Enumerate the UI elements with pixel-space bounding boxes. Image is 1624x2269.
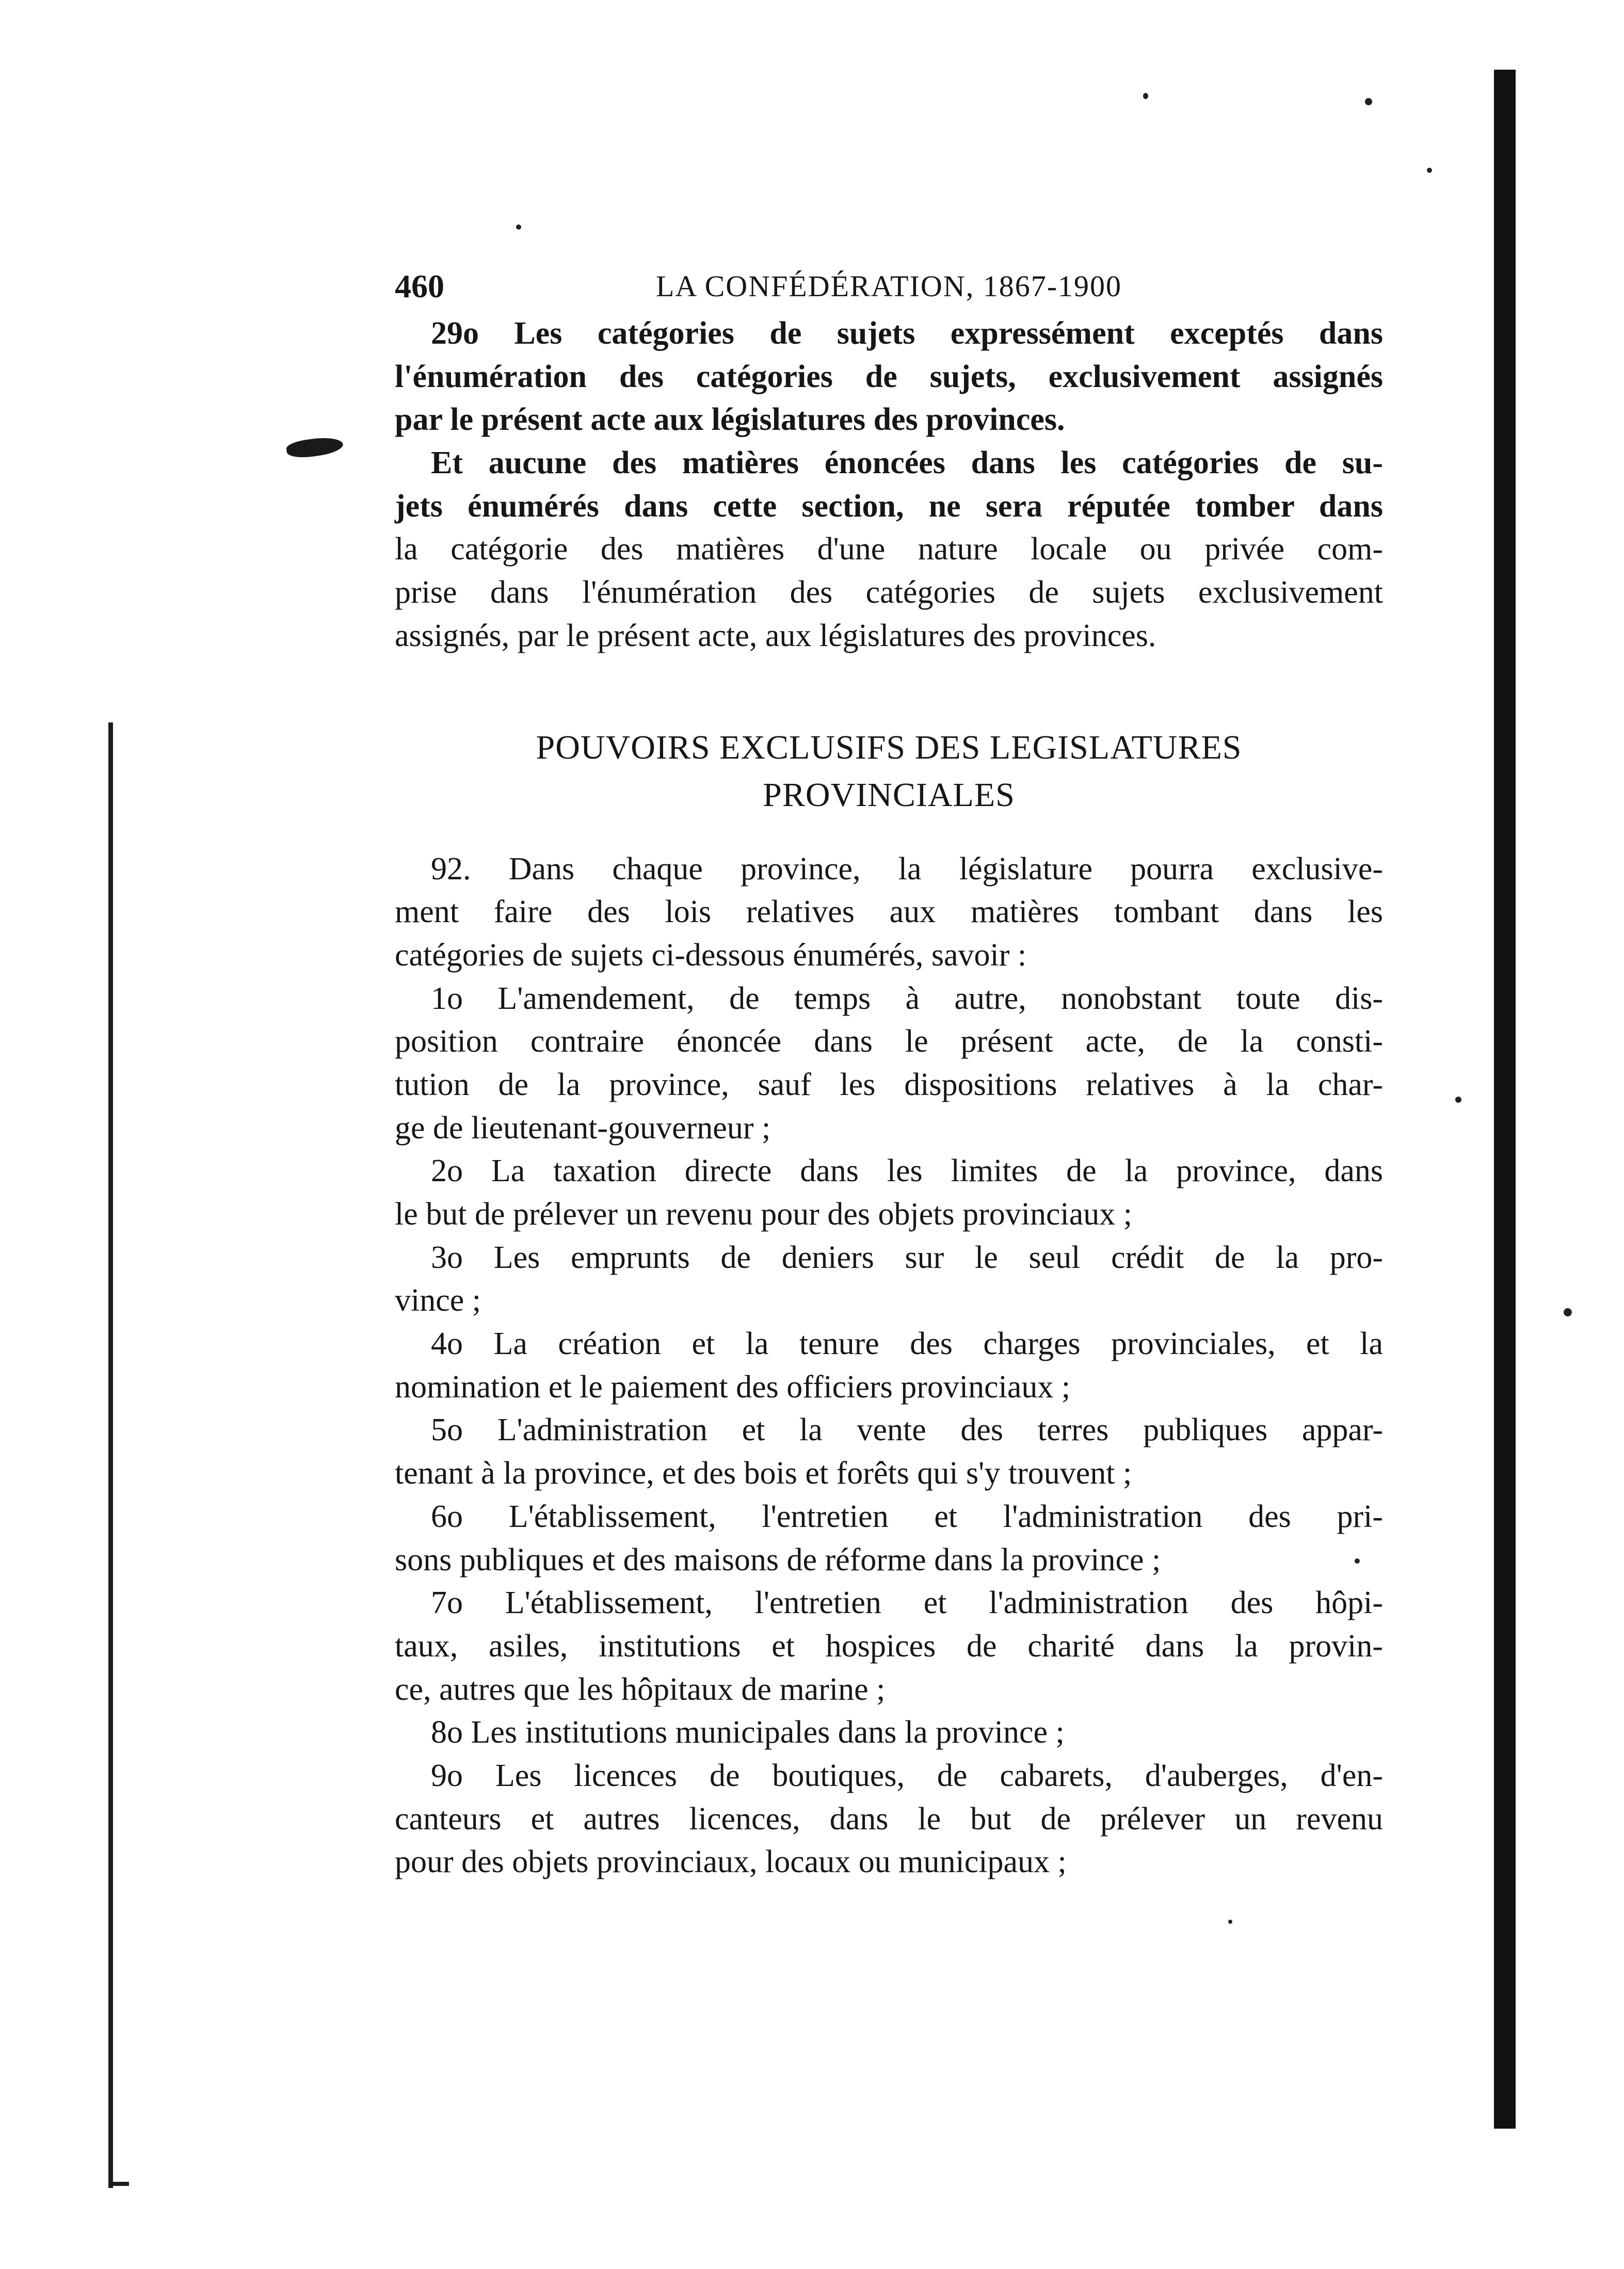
text-line: jets énumérés dans cette section, ne sera réputée tomber dans [395,488,1383,524]
section-heading [395,724,1383,819]
paragraph-29o [395,312,1383,442]
paragraph-closing [395,442,1383,657]
paragraph-92 [395,848,1383,977]
text-line: position contraire énoncée dans le présent acte, de la consti- [395,1024,1383,1059]
text-line: 6o L'établissement, l'entretien et l'administration des pri- [431,1499,1383,1534]
text-line: tution de la province, sauf les dispositions relatives à la char- [395,1067,1383,1102]
text-line: vince ; [395,1283,481,1318]
section-heading-line: POUVOIRS EXCLUSIFS DES LEGISLATURES [536,728,1242,766]
scan-speck [1427,168,1432,173]
running-title: LA CONFÉDÉRATION, 1867-1900 [655,269,1122,303]
text-line: 1o L'amendement, de temps à autre, nonobstant toute dis- [431,980,1383,1016]
item-9o [395,1755,1383,1884]
text-line: ge de lieutenant-gouverneur ; [395,1110,771,1146]
text-line: pour des objets provinciaux, locaux ou municipaux ; [395,1844,1067,1880]
item-5o [395,1409,1383,1495]
text-line: 29o Les catégories de sujets expressément exceptés dans [431,316,1383,351]
scan-edge-mark [108,2182,129,2186]
text-line: 9o Les licences de boutiques, de cabarets, d'auberges, d'en- [431,1758,1383,1793]
page-text [395,261,1383,1884]
text-line: le but de prélever un revenu pour des objets provinciaux ; [395,1197,1132,1232]
text-line: 7o L'établissement, l'entretien et l'administration des hôpi- [431,1585,1383,1621]
text-line: Et aucune des matières énoncées dans les catégories de su- [431,445,1383,481]
text-line: 2o La taxation directe dans les limites de la province, dans [431,1153,1383,1189]
text-line: catégories de sujets ci-dessous énumérés, savoir : [395,937,1027,973]
scan-edge-bar [1494,70,1516,2129]
text-line: assignés, par le présent acte, aux législatures des provinces. [395,618,1156,653]
item-4o [395,1323,1383,1409]
scan-edge-line [108,722,113,2188]
item-8o [395,1711,1383,1755]
text-line: 3o Les emprunts de deniers sur le seul crédit de la pro- [431,1240,1383,1275]
scan-speck [1455,1097,1461,1103]
item-1o [395,977,1383,1150]
scan-speck [1143,93,1148,99]
text-line: par le présent acte aux législatures des provinces. [395,402,1065,438]
ink-blot-mark [285,435,344,460]
text-line: 92. Dans chaque province, la législature pourra exclusive- [431,851,1383,887]
item-3o [395,1236,1383,1323]
section-heading-line: PROVINCIALES [763,776,1015,814]
text-line: l'énumération des catégories de sujets, exclusivement assignés [395,359,1383,394]
text-line: la catégorie des matières d'une nature locale ou privée com- [395,532,1383,567]
item-2o [395,1150,1383,1236]
text-line: taux, asiles, institutions et hospices de charité dans la provin- [395,1628,1383,1664]
item-6o [395,1495,1383,1582]
text-line: prise dans l'énumération des catégories de sujets exclusivement [395,575,1383,610]
text-line: ce, autres que les hôpitaux de marine ; [395,1671,886,1707]
text-line: sons publiques et des maisons de réforme dans la province ; [395,1542,1161,1578]
scan-speck [1365,98,1372,105]
text-line: nomination et le paiement des officiers provinciaux ; [395,1369,1071,1405]
text-line: tenant à la province, et des bois et forêts qui s'y trouvent ; [395,1456,1132,1491]
item-7o [395,1582,1383,1711]
running-head [395,261,1383,312]
page-number: 460 [395,268,444,304]
text-line: ment faire des lois relatives aux matières tombant dans les [395,894,1383,930]
scan-speck [1228,1920,1232,1924]
scan-speck [516,224,521,230]
text-line: canteurs et autres licences, dans le but de prélever un revenu [395,1801,1383,1837]
text-line: 5o L'administration et la vente des terres publiques appar- [431,1412,1383,1448]
text-line: 4o La création et la tenure des charges provinciales, et la [431,1326,1383,1362]
text-line: 8o Les institutions municipales dans la province ; [431,1715,1065,1750]
scan-speck [1564,1308,1572,1316]
